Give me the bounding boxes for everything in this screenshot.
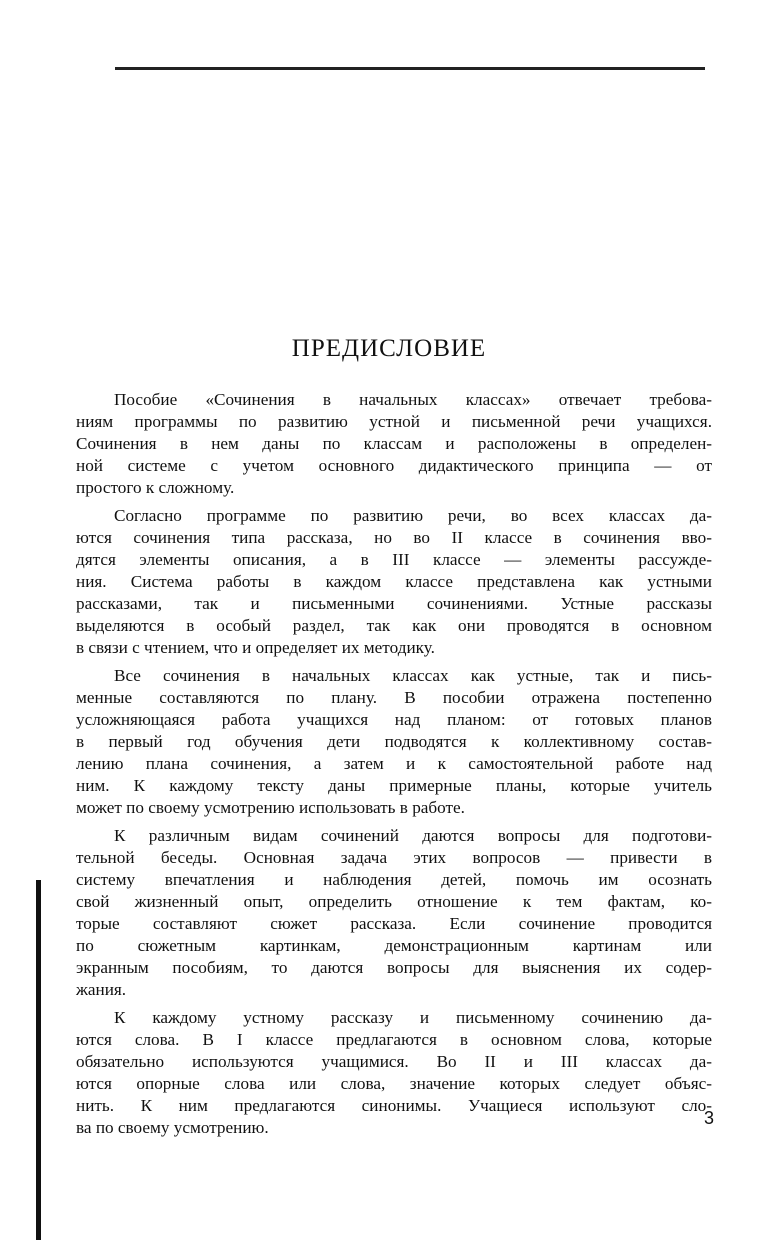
paragraph	[76, 825, 712, 1001]
text-line: К каждому устному рассказу и письменному сочинению да-	[114, 1008, 712, 1027]
text-line: дятся элементы описания, а в III классе — элементы рассужде-	[76, 550, 712, 569]
text-line: систему впечатления и наблюдения детей, помочь им осознать	[76, 870, 712, 889]
text-line: ются слова. В I классе предлагаются в основном слова, которые	[76, 1030, 712, 1049]
text-line: тельной беседы. Основная задача этих вопросов — привести в	[76, 848, 712, 867]
text-line: менные составляются по плану. В пособии отражена постепенно	[76, 688, 712, 707]
text-line: нить. К ним предлагаются синонимы. Учащиеся используют сло-	[76, 1096, 712, 1115]
text-line: ва по своему усмотрению.	[76, 1118, 269, 1137]
text-line: ним. К каждому тексту даны примерные планы, которые учитель	[76, 776, 712, 795]
page-title: ПРЕДИСЛОВИЕ	[291, 335, 487, 362]
page-number: 3	[704, 1108, 715, 1128]
text-line: Согласно программе по развитию речи, во всех классах да-	[114, 506, 712, 525]
text-line: Все сочинения в начальных классах как устные, так и пись-	[114, 666, 712, 685]
text-line: Пособие «Сочинения в начальных классах» отвечает требова-	[114, 390, 712, 409]
text-line: рассказами, так и письменными сочинениями. Устные рассказы	[76, 594, 712, 613]
text-line: экранным пособиям, то даются вопросы для выяснения их содер-	[76, 958, 712, 977]
text-line: жания.	[76, 980, 127, 999]
text-line: усложняющаяся работа учащихся над планом: от готовых планов	[76, 710, 712, 729]
text-line: ния. Система работы в каждом классе представлена как устными	[76, 572, 712, 591]
text-line: торые составляют сюжет рассказа. Если сочинение проводится	[76, 914, 712, 933]
header-rule	[115, 67, 705, 70]
text-line: К различным видам сочинений даются вопросы для подготови-	[114, 826, 712, 845]
text-line: ной системе с учетом основного дидактического принципа — от	[76, 456, 712, 475]
text-line: свой жизненный опыт, определить отношение к тем фактам, ко-	[76, 892, 712, 911]
text-line: в связи с чтением, что и определяет их методику.	[76, 638, 435, 657]
text-line: в первый год обучения дети подводятся к коллективному состав-	[76, 732, 712, 751]
text-line: Сочинения в нем даны по классам и расположены в определен-	[76, 434, 712, 453]
text-line: обязательно используются учащимися. Во II и III классах да-	[76, 1052, 712, 1071]
paragraph	[76, 389, 712, 499]
text-line: ниям программы по развитию устной и письменной речи учащихся.	[76, 412, 712, 431]
paragraph	[76, 505, 712, 659]
text-line: простого к сложному.	[76, 478, 235, 497]
text-line: ются опорные слова или слова, значение которых следует объяс-	[76, 1074, 712, 1093]
text-line: ются сочинения типа рассказа, но во II классе в сочинения вво-	[76, 528, 712, 547]
paragraph	[76, 665, 712, 819]
scan-margin-mark	[36, 880, 41, 1240]
text-line: по сюжетным картинкам, демонстрационным картинам или	[76, 936, 712, 955]
text-line: выделяются в особый раздел, так как они проводятся в основном	[76, 616, 712, 635]
text-line: может по своему усмотрению использовать в работе.	[76, 798, 465, 817]
paragraph	[76, 1007, 715, 1139]
text-line: лению плана сочинения, а затем и к самостоятельной работе над	[76, 754, 712, 773]
document-body	[76, 389, 715, 1145]
